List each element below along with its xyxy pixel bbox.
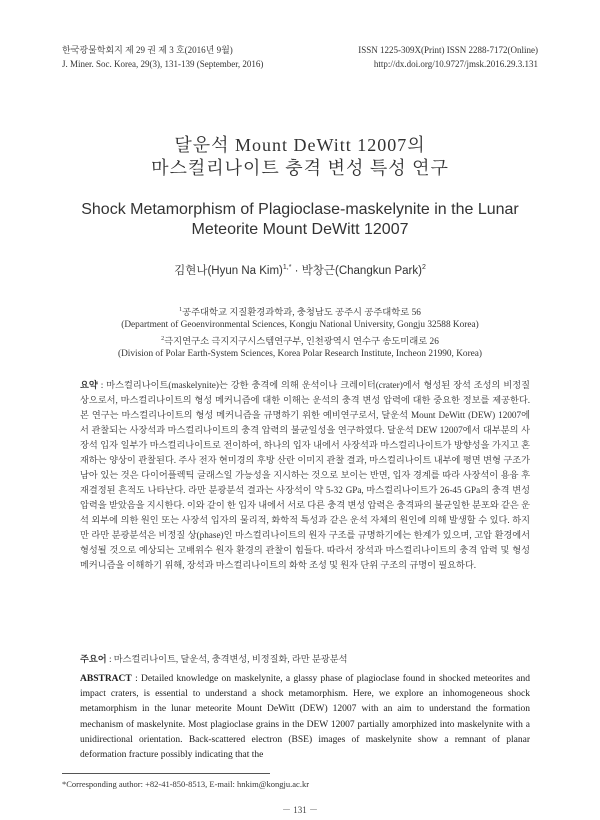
author-separator: · [291,265,302,277]
doi-link[interactable]: http://dx.doi.org/10.9727/jmsk.2016.29.3.131 [373,59,538,69]
footnote-rule [62,773,270,774]
abstract-en-label: ABSTRACT [80,674,132,684]
affiliation-1-sup: 1 [179,307,183,313]
affiliation-1-en: (Department of Geoenvironmental Sciences, Kongju National University, Gongju 32588 Korea) [121,320,479,330]
title-ko-line2: 마스컬리나이트 충격 변성 특성 연구 [151,158,449,178]
keywords-text: : 마스컬리나이트, 달운석, 충격변성, 비정질화, 라만 분광분석 [106,654,348,664]
abstract-en-text: : Detailed knowledge on maskelynite, a glassy phase of plagioclase found in shocked meteorites and impact craters, is essential to understand a shock metamorphism. Here, we explore an inhomogeneous shock metamorphism in the lunar meteorite Mount DeWitt (DEW) 12007 with an aim to understand the formation mechanism of maskelynite. Most plagioclase grains in the DEW 12007 partially amorphized into maskelynite with a unidirectional orientation. Back-scattered electron (BSE) images of maskelynite show a remnant of planar deformation fracture possibly indicating that the [80,674,530,761]
keywords-ko [80,651,530,665]
abstract-ko-label: 요약 [80,380,98,390]
author-line [0,262,600,278]
title-en-line2: Meteorite Mount DeWitt 12007 [191,221,409,238]
author-1: 김현나(Hyun Na Kim) [174,265,283,277]
affiliation-2-sup: 2 [161,336,165,342]
journal-header-ko: 한국광물학회지 제 29 권 제 3 호(2016년 9월) [62,45,233,55]
affiliation-1-ko-text: 공주대학교 지질환경과학과, 충청남도 공주시 공주대학로 56 [182,308,421,319]
journal-header-en: J. Miner. Soc. Korea, 29(3), 131-139 (September, 2016) [62,59,264,69]
corresponding-author-footnote: *Corresponding author: +82-41-850-8513, E-mail: hnkim@kongju.ac.kr [62,779,310,789]
keywords-label: 주요어 [80,654,107,664]
abstract-en [80,672,530,763]
affiliation-2-en: (Division of Polar Earth-System Sciences, Korea Polar Research Institute, Incheon 21990, Korea) [117,349,483,359]
author-2-sup: 2 [421,264,426,272]
author-1-sup: 1,* [282,264,292,272]
author-2: 박창근(Changkun Park) [301,265,422,277]
title-en-line1: Shock Metamorphism of Plagioclase-maskelynite in the Lunar [81,201,519,218]
title-ko-line1: 달운석 Mount DeWitt 12007의 [174,135,426,155]
page-number: － 131 － [281,805,318,815]
abstract-ko [80,378,530,573]
affiliation-2-ko-text: 극지연구소 극지지구시스템연구부, 인천광역시 연수구 송도미래로 26 [164,337,439,348]
issn: ISSN 1225-309X(Print) ISSN 2288-7172(Online) [358,45,538,55]
abstract-ko-text: : 마스컬리나이트(maskelynite)는 강한 충격에 의해 운석이나 크레이터(crater)에서 형성된 장석 조성의 비정질 상으로서, 마스컬리나이트의 형성 메커니즘에 대한 이해는 운석의 충격 변성 압력에 대한 중요한 정보를 제공한다. 본 연구는 마스컬리나이트의 형성 메커니즘을 규명하기 위한 예비연구로서, 달운석 Mount DeWitt (DEW) 12007에서 관찰되는 사장석과 마스컬리나이트의 충격 압력의 불균일성을 연구하였다. 달운석 DEW 12007에서 대부분의 사장석 입자 일부가 마스컬리나이트로 전이하여, 하나의 입자 내에서 사장석과 마스컬리나이트가 방향성을 가지고 혼재하는 양상이 관찰된다. 주사 전자 현미경의 후방 산란 이미지 관찰 결과, 마스컬리나이트 내부에 평면 변형 구조가 남아 있는 것은 다이어플렉틱 글래스일 가능성을 지시하는 것으로 보이는 반면, 입자 경계를 따라 사장석이 용융 후 재결정된 흔적도 나타난다. 라만 분광분석 결과는 사장석이 약 5-32 GPa, 마스컬리나이트가 26-45 GPa의 충격 변성 압력을 받았음을 지시한다. 이와 같이 한 입자 내에서 서로 다른 충격 변성 압력은 충격파의 불균일한 분포와 같은 운석 외부에 의한 원인 또는 사장석 입자의 물리적, 화학적 특성과 같은 운석 자체의 원인에 의해 발생할 수 있다. 하지만 라만 분광분석은 비정질 상(phase)인 마스컬리나이트의 원자 구조를 규명하기에는 한계가 있으며, 고압 환경에서 형성될 것으로 예상되는 고배위수 원자 환경의 관찰이 힘들다. 따라서 장석과 마스컬리나이트의 충격 압력 및 형성 메커니즘을 이해하기 위해, 장석과 마스컬리나이트의 화학 조성 및 원자 단위 구조의 규명이 필요하다. [80,380,530,570]
